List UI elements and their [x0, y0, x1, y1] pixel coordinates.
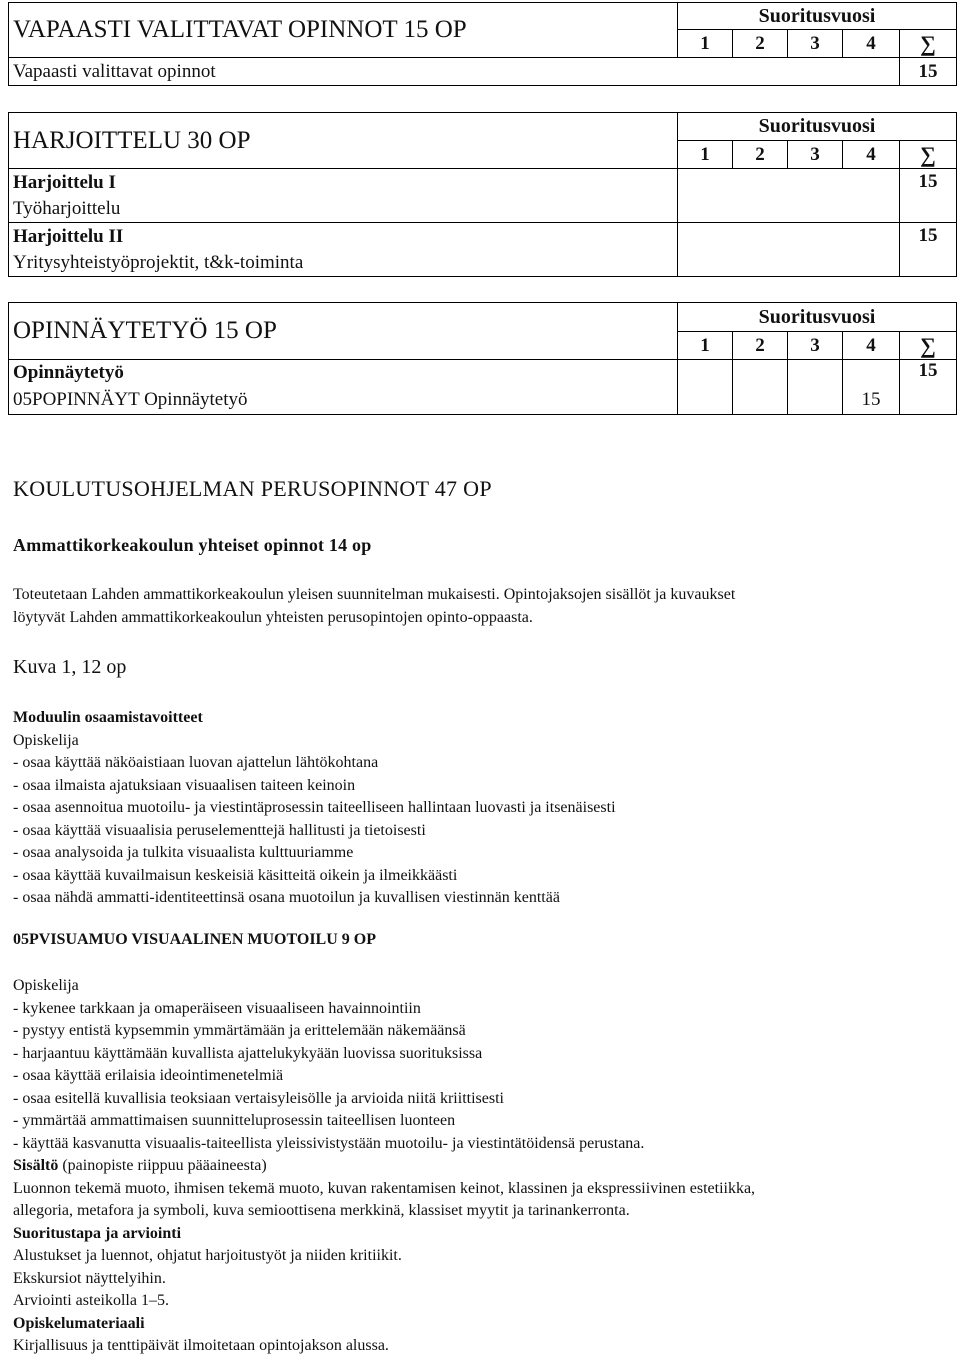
intro-line-1b: Opintojaksojen sisällöt ja kuvaukset: [503, 586, 736, 603]
harjoittelu-2-sum: 15: [900, 223, 957, 277]
visuaalinen-goal-5: - osaa esitellä kuvallisia teoksiaan vertaisyleisölle ja arvioida niitä kriittisesti: [13, 1089, 504, 1107]
opinnaytetyo-sum: 15: [900, 360, 957, 415]
visuaalinen-goal-1: - kykenee tarkkaan ja omaperäiseen visuaaliseen havainnointiin: [13, 999, 421, 1017]
opinnaytetyo-course-year4: 15: [843, 387, 900, 415]
opinnaytetyo-course: 05POPINNÄYT Opinnäytetyö: [9, 387, 678, 415]
vapaasti-row-label: Vapaasti valittavat opinnot: [9, 58, 900, 86]
vapaasti-title: VAPAASTI VALITTAVAT OPINNOT 15 OP: [9, 3, 678, 58]
visuaalinen-content-heading: [13, 1155, 755, 1178]
visuaalinen-goal-6: - ymmärtää ammattimaisen suunnitteluprosessin taiteellisen luonteen: [13, 1112, 456, 1129]
perusopinnot-section: [13, 476, 492, 502]
year-1: 1: [678, 332, 733, 360]
intro-line-2: löytyvät Lahden ammattikorkeakoulun yhteisten perusopintojen opinto-oppaasta.: [13, 608, 533, 626]
kuva-goal-4: - osaa käyttää visuaalisia peruselementtejä hallitusti ja tietoisesti: [13, 821, 426, 839]
vapaasti-year-header: Suoritusvuosi: [678, 3, 957, 30]
visuaalinen-goal-3: - harjaantuu käyttämään kuvallista ajattelukykyään luovissa suorituksissa: [13, 1044, 483, 1062]
content-label: Sisältö: [13, 1157, 59, 1174]
year-3: 3: [788, 30, 843, 58]
kuva-goal-1: - osaa käyttää näköaistiaan luovan ajattelun lähtökohtana: [13, 754, 379, 771]
sum-header: ∑: [900, 30, 957, 58]
harjoittelu-year-header: Suoritusvuosi: [678, 113, 957, 141]
year-3: 3: [788, 332, 843, 360]
visuaalinen-material-label: Opiskelumateriaali: [13, 1314, 145, 1332]
year-4: 4: [843, 332, 900, 360]
harjoittelu-1-sum: 15: [900, 169, 957, 223]
visuaalinen-method-1: Alustukset ja luennot, ohjatut harjoitustyöt ja niiden kritiikit.: [13, 1247, 402, 1264]
sum-header: ∑: [900, 332, 957, 360]
content-note: (painopiste riippuu pääaineesta): [58, 1157, 267, 1174]
kuva-goals: [13, 707, 616, 910]
kuva-title: Kuva 1, 12 op: [13, 656, 127, 678]
visuaalinen-goal-2: - pystyy entistä kypsemmin ymmärtämään ja erittelemään näkemäänsä: [13, 1022, 466, 1039]
harjoittelu-table: [8, 112, 957, 277]
year-4: 4: [843, 141, 900, 169]
visuaalinen-material-line: Kirjallisuus ja tenttipäivät ilmoitetaan opintojakson alussa.: [13, 1337, 389, 1354]
opinnaytetyo-title: OPINNÄYTETYÖ 15 OP: [9, 303, 678, 360]
visuaalinen-goal-7: - käyttää kasvanutta visuaalis-taiteellista yleissivistystään muotoilu- ja viestintätöidensä perustana.: [13, 1134, 645, 1152]
vapaasti-table: [8, 2, 957, 86]
vapaasti-row-sum: 15: [900, 58, 957, 86]
year-1: 1: [678, 30, 733, 58]
intro-line-1: Toteutetaan Lahden ammattikorkeakoulun yleisen suunnitelman mukaisesti.: [13, 586, 500, 603]
opinnaytetyo-table: [8, 302, 957, 415]
year-2: 2: [733, 30, 788, 58]
year-4: 4: [843, 30, 900, 58]
visuaalinen-method-3: Arviointi asteikolla 1–5.: [13, 1292, 169, 1309]
harjoittelu-1-name: Harjoittelu I: [13, 171, 116, 193]
harjoittelu-row-2: [9, 223, 678, 277]
harjoittelu-1-desc: Työharjoittelu: [13, 197, 121, 219]
kuva-goal-7: - osaa nähdä ammatti-identiteettinsä osana muotoilun ja kuvallisen viestinnän kenttää: [13, 889, 560, 906]
perusopinnot-subtitle: Ammattikorkeakoulun yhteiset opinnot 14 op: [13, 535, 372, 555]
opinnaytetyo-name: Opinnäytetyö: [9, 360, 678, 387]
opinnaytetyo-year-header: Suoritusvuosi: [678, 303, 957, 332]
perusopinnot-title: KOULUTUSOHJELMAN PERUSOPINNOT 47 OP: [13, 476, 492, 501]
year-3: 3: [788, 141, 843, 169]
harjoittelu-2-name: Harjoittelu II: [13, 225, 124, 247]
kuva-student: Opiskelija: [13, 731, 79, 749]
perusopinnot-intro: [13, 584, 735, 629]
harjoittelu-title: HARJOITTELU 30 OP: [9, 113, 678, 169]
kuva-goal-5: - osaa analysoida ja tulkita visuaalista kulttuuriamme: [13, 844, 354, 861]
kuva-goal-3: - osaa asennoitua muotoilu- ja viestintäprosessin taiteelliseen hallintaan luovasti ja itsenäisesti: [13, 799, 616, 816]
visuaalinen-content-2: allegoria, metafora ja symboli, kuva semioottisena merkkinä, klassiset myytit ja tarinankerronta.: [13, 1202, 630, 1219]
visuaalinen-method-2: Ekskursiot näyttelyihin.: [13, 1269, 166, 1287]
visuaalinen-body: [13, 975, 755, 1358]
visuaalinen-student: Opiskelija: [13, 977, 79, 994]
visuaalinen-goal-4: - osaa käyttää erilaisia ideointimenetelmiä: [13, 1067, 284, 1084]
sum-header: ∑: [900, 141, 957, 169]
year-2: 2: [733, 332, 788, 360]
kuva-goal-2: - osaa ilmaista ajatuksiaan visuaalisen taiteen keinoin: [13, 776, 356, 794]
kuva-goals-heading: Moduulin osaamistavoitteet: [13, 709, 203, 726]
harjoittelu-2-desc: Yritysyhteistyöprojektit, t&k-toiminta: [13, 251, 304, 273]
kuva-goal-6: - osaa käyttää kuvailmaisun keskeisiä käsitteitä oikein ja ilmeikkäästi: [13, 866, 458, 884]
year-2: 2: [733, 141, 788, 169]
harjoittelu-row-1: [9, 169, 678, 223]
visuaalinen-content-1: Luonnon tekemä muoto, ihmisen tekemä muoto, kuvan rakentamisen keinot, klassinen ja ekspressiivinen estetiikka,: [13, 1179, 756, 1197]
visuaalinen-title: 05PVISUAMUO VISUAALINEN MUOTOILU 9 OP: [13, 931, 376, 948]
year-1: 1: [678, 141, 733, 169]
visuaalinen-method-label: Suoritustapa ja arviointi: [13, 1224, 182, 1242]
